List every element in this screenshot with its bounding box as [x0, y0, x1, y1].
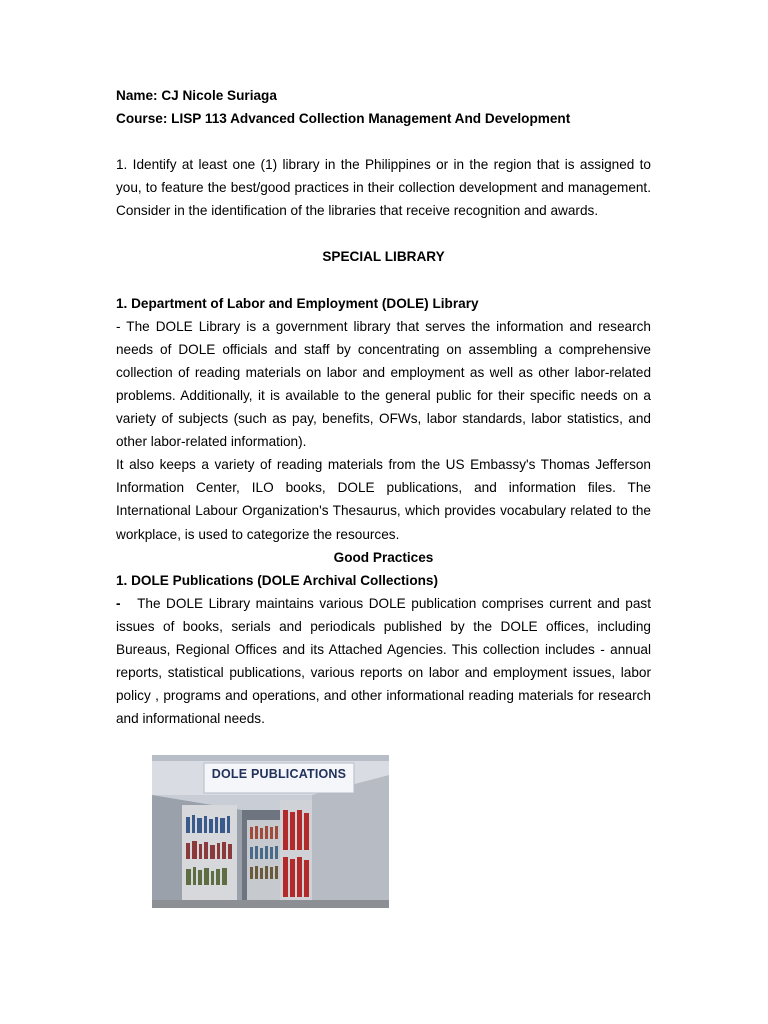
- good-practice-heading: 1. DOLE Publications (DOLE Archival Collections): [116, 572, 439, 588]
- dash-marker: -: [116, 595, 121, 611]
- library-paragraph-2: It also keeps a variety of reading materials from the US Embassy's Thomas Jefferson Information Center, ILO books, DOLE publications, and information files. The International Labour Organization's Thesaurus, which provides vocabulary related to the workplace, is used to categorize the resources.: [116, 457, 651, 542]
- library-paragraph-1: - The DOLE Library is a government library that serves the information and research needs of DOLE officials and staff by concentrating on assembling a comprehensive collection of reading materials on labor and employment as well as other labor-related problems. Additionally, it is available to the general public for their specific needs on a variety of subjects (such as pay, benefits, OFWs, labor standards, labor statistics, and other labor-related information).: [116, 318, 651, 450]
- good-practice-body: The DOLE Library maintains various DOLE publication comprises current and past issues of books, serials and periodicals published by the DOLE offices, including Bureaus, Regional Offices and its Attached Agencies. This collection includes - annual reports, statistical publications, various reports on labor and employment issues, labor policy , programs and operations, and other informational reading materials for research and informational needs.: [116, 595, 651, 727]
- library-shelves-photo: [152, 755, 389, 908]
- question-text: 1. Identify at least one (1) library in the Philippines or in the region that is assigned to you, to feature the best/good practices in their collection development and management. Consider in the identification of the libraries that receive recognition and awards.: [116, 157, 651, 219]
- photo-sign-text: DOLE PUBLICATIONS: [211, 767, 347, 781]
- good-practices-title: Good Practices: [333, 549, 434, 565]
- course-line: Course: LISP 113 Advanced Collection Management And Development: [116, 111, 571, 127]
- library-heading: 1. Department of Labor and Employment (DOLE) Library: [116, 295, 479, 311]
- good-practice-text: [116, 592, 651, 731]
- section-title: SPECIAL LIBRARY: [322, 249, 445, 265]
- document-page: [116, 84, 651, 730]
- student-name: Name: CJ Nicole Suriaga: [116, 88, 277, 103]
